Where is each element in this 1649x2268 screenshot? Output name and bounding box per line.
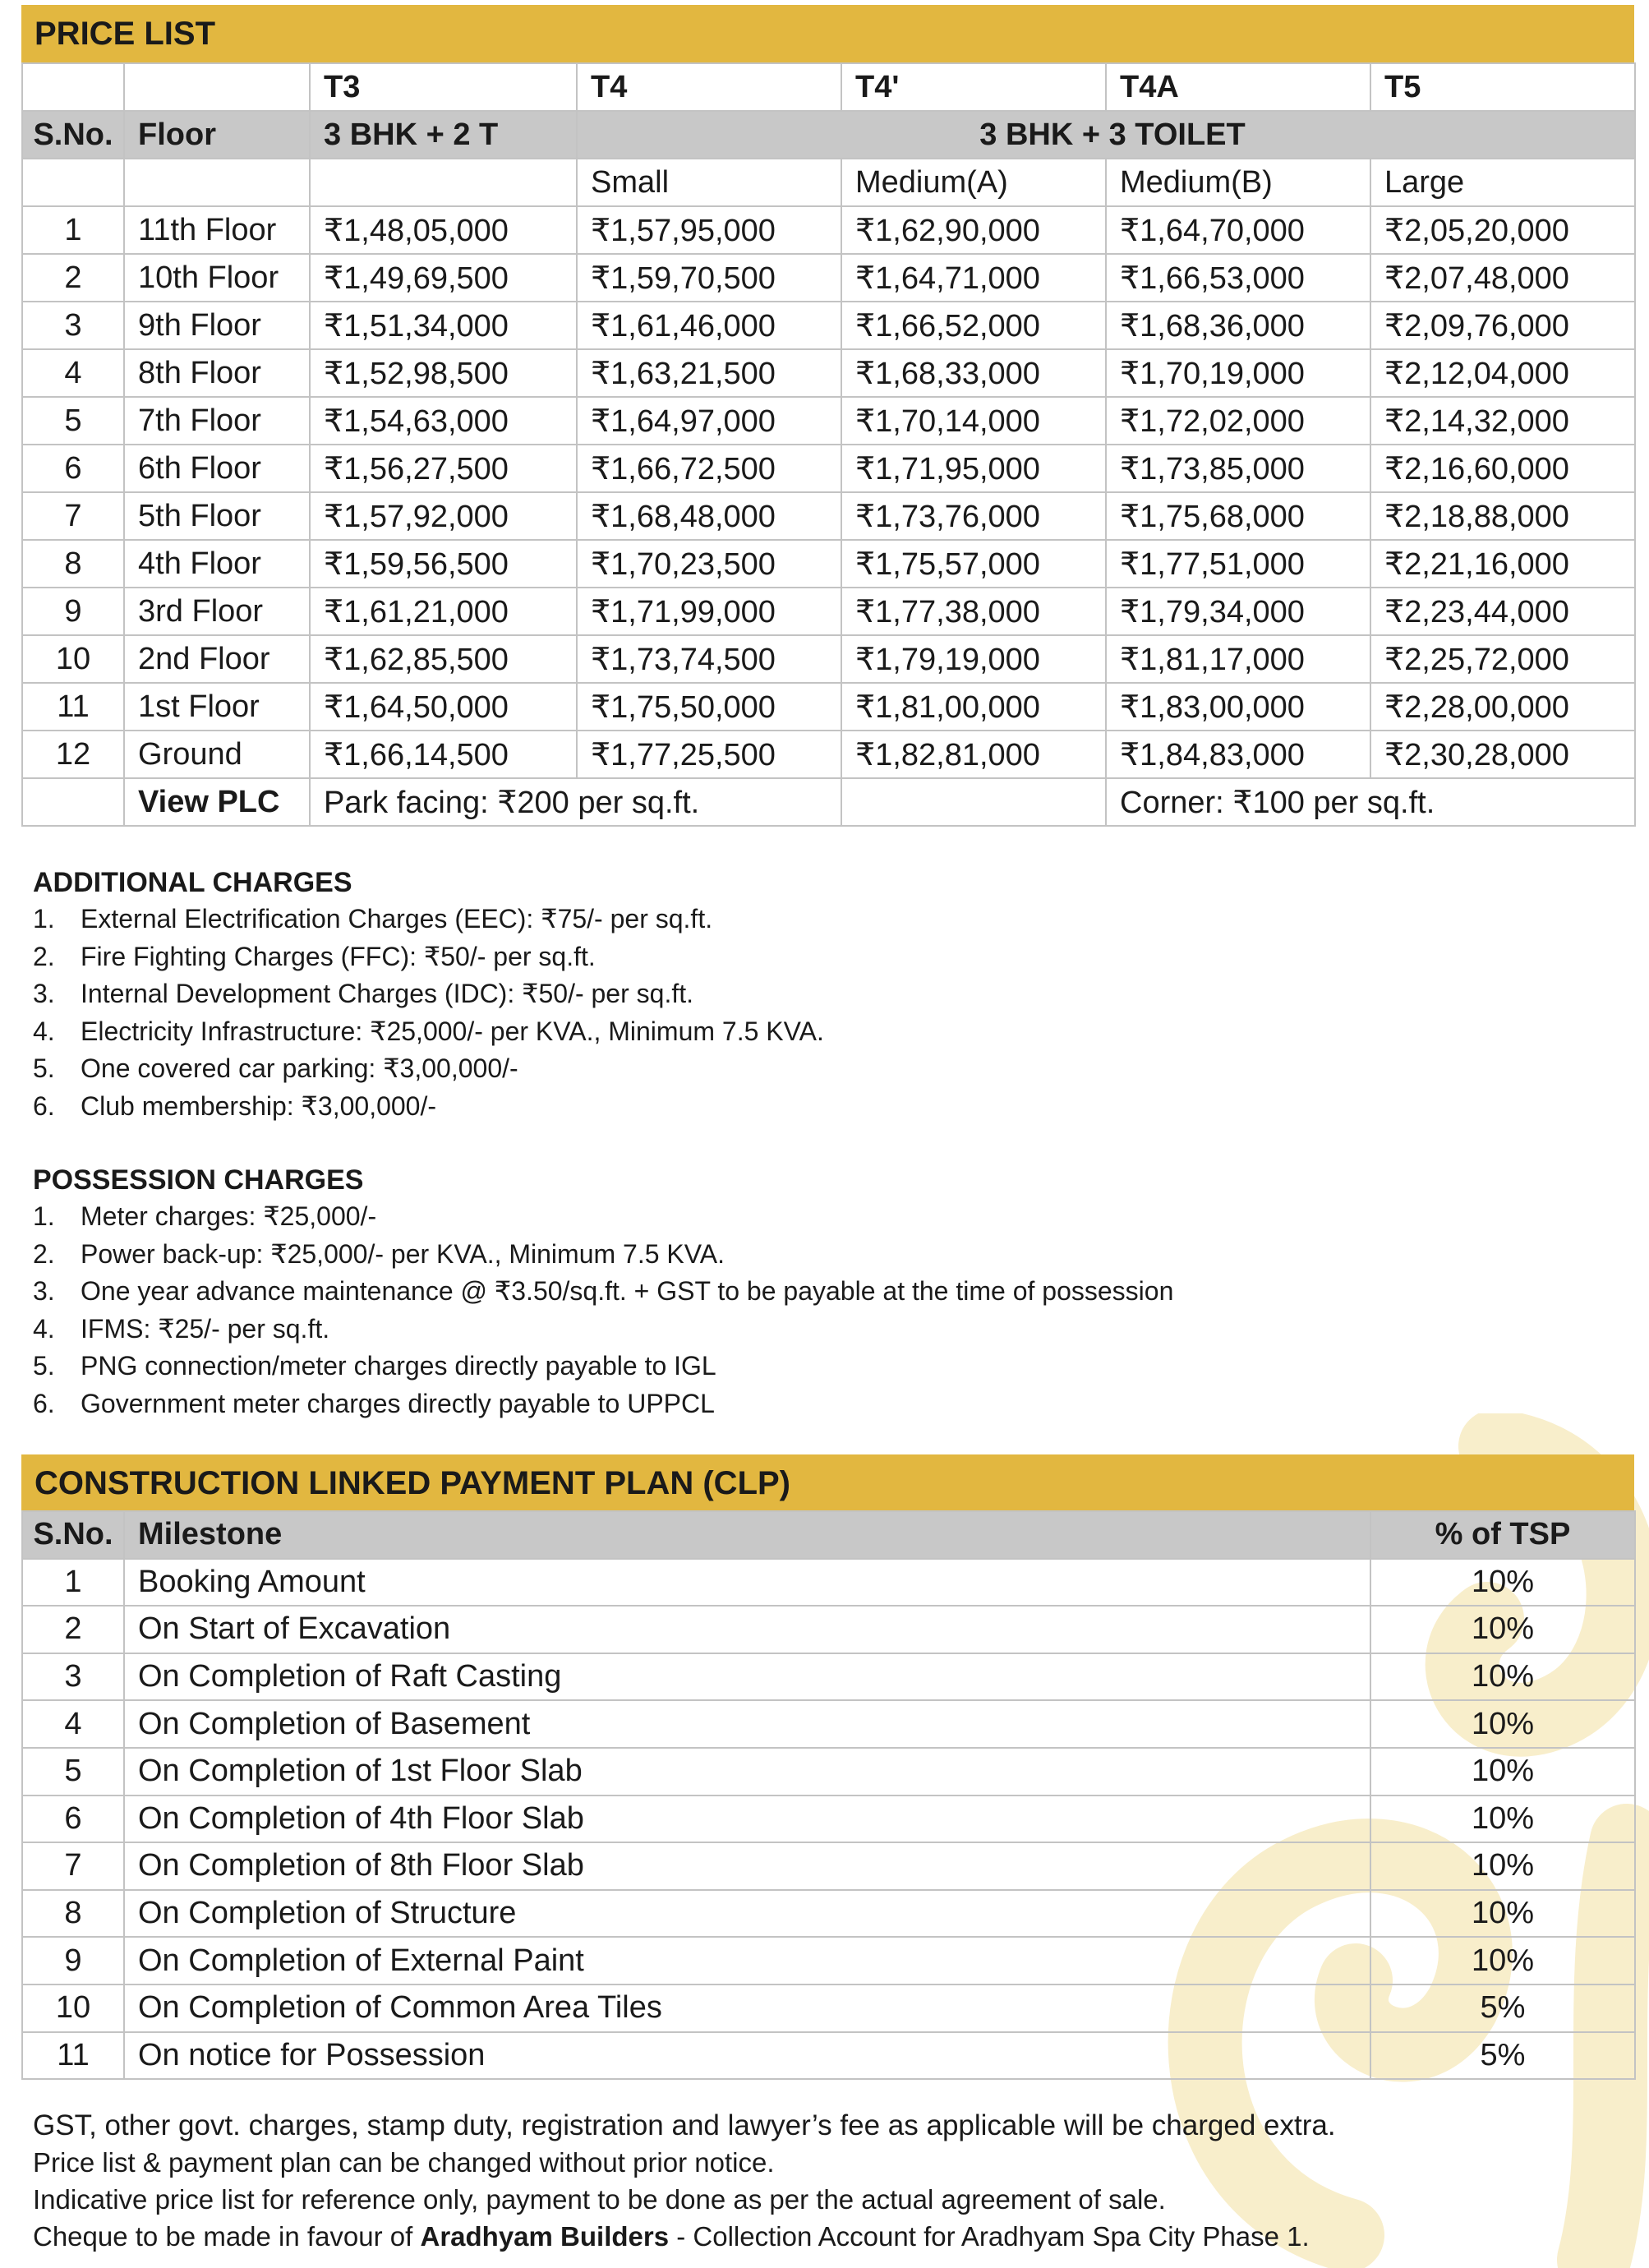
price-cell: ₹2,25,72,000	[1370, 635, 1635, 683]
charge-item-text: PNG connection/meter charges directly payable to IGL	[81, 1351, 716, 1381]
price-cell: ₹1,59,56,500	[310, 540, 577, 588]
charge-item	[33, 1198, 1594, 1236]
possession-charges-title: POSSESSION CHARGES	[33, 1164, 364, 1196]
charge-item-number: 3.	[33, 1276, 55, 1306]
charge-item-number: 4.	[33, 1313, 55, 1344]
row-sno: 9	[22, 588, 124, 635]
price-cell: ₹1,75,68,000	[1106, 492, 1370, 540]
price-cell: ₹2,16,60,000	[1370, 445, 1635, 492]
charge-item-text: Internal Development Charges (IDC): ₹50/- per sq.ft.	[81, 979, 693, 1008]
type-code: T4A	[1106, 63, 1370, 111]
clp-sno: 6	[22, 1796, 124, 1843]
t3-config-header: 3 BHK + 2 T	[310, 111, 577, 159]
price-row	[22, 206, 1635, 254]
price-cell: ₹1,52,98,500	[310, 349, 577, 397]
clp-row	[22, 1796, 1635, 1843]
row-floor: 10th Floor	[124, 254, 310, 302]
charge-item	[33, 1311, 1594, 1348]
price-row	[22, 445, 1635, 492]
row-sno: 4	[22, 349, 124, 397]
clp-milestone: On Completion of Raft Casting	[124, 1653, 1370, 1701]
clp-milestone: Booking Amount	[124, 1559, 1370, 1606]
clp-pct-header: % of TSP	[1370, 1511, 1635, 1559]
row-sno: 12	[22, 731, 124, 778]
clp-milestone: On Start of Excavation	[124, 1606, 1370, 1653]
note-cheque	[33, 2218, 1594, 2255]
row-sno: 3	[22, 302, 124, 349]
note-cheque-prefix: Cheque to be made in favour of	[33, 2221, 421, 2252]
row-floor: 11th Floor	[124, 206, 310, 254]
charge-item-text: Government meter charges directly payable to UPPCL	[81, 1388, 715, 1418]
price-cell: ₹1,70,14,000	[841, 397, 1106, 445]
price-cell: ₹1,79,34,000	[1106, 588, 1370, 635]
charge-item-text: External Electrification Charges (EEC): ₹75/- per sq.ft.	[81, 904, 713, 933]
clp-row	[22, 1700, 1635, 1748]
clp-milestone: On notice for Possession	[124, 2032, 1370, 2080]
row-sno: 6	[22, 445, 124, 492]
clp-sno-header: S.No.	[22, 1511, 124, 1559]
price-cell: ₹1,64,97,000	[577, 397, 841, 445]
price-cell: ₹1,73,74,500	[577, 635, 841, 683]
clp-sno: 2	[22, 1606, 124, 1653]
possession-charges-list	[33, 1198, 1594, 1422]
price-cell: ₹2,23,44,000	[1370, 588, 1635, 635]
clp-milestone: On Completion of Basement	[124, 1700, 1370, 1748]
possession-charges-section	[33, 1162, 1594, 1422]
blank-cell	[841, 778, 1106, 826]
price-row	[22, 349, 1635, 397]
price-cell: ₹1,57,95,000	[577, 206, 841, 254]
blank-cell	[22, 159, 124, 206]
charge-item-number: 5.	[33, 1351, 55, 1381]
clp-milestone: On Completion of External Paint	[124, 1937, 1370, 1984]
clp-milestone: On Completion of 4th Floor Slab	[124, 1796, 1370, 1843]
charge-item-text: Power back-up: ₹25,000/- per KVA., Minimum 7.5 KVA.	[81, 1238, 725, 1269]
price-cell: ₹1,81,00,000	[841, 683, 1106, 731]
price-cell: ₹1,49,69,500	[310, 254, 577, 302]
price-cell: ₹1,68,36,000	[1106, 302, 1370, 349]
price-cell: ₹1,66,14,500	[310, 731, 577, 778]
type-code: T3	[310, 63, 577, 111]
clp-milestone: On Completion of Structure	[124, 1890, 1370, 1938]
clp-percentage: 10%	[1370, 1559, 1635, 1606]
row-sno: 5	[22, 397, 124, 445]
price-row	[22, 492, 1635, 540]
size-label: Medium(B)	[1106, 159, 1370, 206]
clp-row	[22, 1653, 1635, 1701]
price-row	[22, 683, 1635, 731]
row-sno: 8	[22, 540, 124, 588]
clp-sno: 1	[22, 1559, 124, 1606]
row-sno: 2	[22, 254, 124, 302]
row-floor: 3rd Floor	[124, 588, 310, 635]
type-code: T4	[577, 63, 841, 111]
charge-item-text: One year advance maintenance @ ₹3.50/sq.ft. + GST to be payable at the time of possession	[81, 1276, 1174, 1306]
price-cell: ₹1,62,90,000	[841, 206, 1106, 254]
price-cell: ₹1,61,21,000	[310, 588, 577, 635]
size-label: Medium(A)	[841, 159, 1106, 206]
price-cell: ₹2,30,28,000	[1370, 731, 1635, 778]
size-label: Small	[577, 159, 841, 206]
price-cell: ₹1,62,85,500	[310, 635, 577, 683]
row-floor: 2nd Floor	[124, 635, 310, 683]
clp-percentage: 5%	[1370, 1984, 1635, 2032]
clp-percentage: 10%	[1370, 1796, 1635, 1843]
price-list-title: PRICE LIST	[21, 5, 1634, 62]
charge-item-number: 2.	[33, 941, 55, 971]
row-sno: 11	[22, 683, 124, 731]
clp-row	[22, 2032, 1635, 2080]
clp-percentage: 10%	[1370, 1842, 1635, 1890]
price-cell: ₹1,70,19,000	[1106, 349, 1370, 397]
type-code-row	[22, 63, 1635, 111]
price-cell: ₹2,28,00,000	[1370, 683, 1635, 731]
price-cell: ₹1,84,83,000	[1106, 731, 1370, 778]
row-floor: 4th Floor	[124, 540, 310, 588]
blank-cell	[124, 63, 310, 111]
clp-percentage: 10%	[1370, 1653, 1635, 1701]
price-cell: ₹2,05,20,000	[1370, 206, 1635, 254]
charge-item-number: 4.	[33, 1016, 55, 1046]
three-toilet-config-header: 3 BHK + 3 TOILET	[577, 111, 1635, 159]
price-cell: ₹1,64,50,000	[310, 683, 577, 731]
price-cell: ₹1,66,53,000	[1106, 254, 1370, 302]
price-cell: ₹1,73,85,000	[1106, 445, 1370, 492]
price-cell: ₹1,75,57,000	[841, 540, 1106, 588]
row-floor: Ground	[124, 731, 310, 778]
price-cell: ₹1,71,95,000	[841, 445, 1106, 492]
type-code: T5	[1370, 63, 1635, 111]
clp-row	[22, 1984, 1635, 2032]
blank-cell	[310, 159, 577, 206]
price-row	[22, 397, 1635, 445]
clp-sno: 11	[22, 2032, 124, 2080]
charge-item	[33, 1088, 1594, 1126]
clp-milestone-header: Milestone	[124, 1511, 1370, 1559]
price-cell: ₹1,64,71,000	[841, 254, 1106, 302]
charge-item-text: Meter charges: ₹25,000/-	[81, 1201, 377, 1231]
sno-header: S.No.	[22, 111, 124, 159]
charge-item	[33, 1348, 1594, 1385]
price-cell: ₹1,75,50,000	[577, 683, 841, 731]
additional-charges-list	[33, 901, 1594, 1125]
charge-item	[33, 1385, 1594, 1423]
price-cell: ₹1,73,76,000	[841, 492, 1106, 540]
price-cell: ₹1,71,99,000	[577, 588, 841, 635]
price-cell: ₹1,77,25,500	[577, 731, 841, 778]
blank-cell	[22, 778, 124, 826]
note-change: Price list & payment plan can be changed without prior notice.	[33, 2147, 775, 2178]
price-cell: ₹2,21,16,000	[1370, 540, 1635, 588]
row-sno: 10	[22, 635, 124, 683]
clp-sno: 8	[22, 1890, 124, 1938]
charge-item-text: Fire Fighting Charges (FFC): ₹50/- per sq.ft.	[81, 941, 596, 971]
plc-label: View PLC	[124, 778, 310, 826]
clp-percentage: 10%	[1370, 1890, 1635, 1938]
price-row	[22, 254, 1635, 302]
charge-item	[33, 901, 1594, 938]
additional-charges-title: ADDITIONAL CHARGES	[33, 867, 352, 898]
row-sno: 7	[22, 492, 124, 540]
plc-corner: Corner: ₹100 per sq.ft.	[1106, 778, 1635, 826]
price-row	[22, 588, 1635, 635]
price-row	[22, 635, 1635, 683]
charge-item	[33, 938, 1594, 976]
charge-item-text: IFMS: ₹25/- per sq.ft.	[81, 1313, 330, 1344]
clp-sno: 3	[22, 1653, 124, 1701]
price-cell: ₹1,77,51,000	[1106, 540, 1370, 588]
price-cell: ₹1,63,21,500	[577, 349, 841, 397]
price-cell: ₹2,14,32,000	[1370, 397, 1635, 445]
payee-name: Aradhyam Builders	[420, 2221, 670, 2252]
blank-cell	[22, 63, 124, 111]
clp-row	[22, 1890, 1635, 1938]
price-cell: ₹1,68,48,000	[577, 492, 841, 540]
price-cell: ₹1,59,70,500	[577, 254, 841, 302]
clp-row	[22, 1748, 1635, 1796]
price-cell: ₹1,56,27,500	[310, 445, 577, 492]
clp-sno: 5	[22, 1748, 124, 1796]
charge-item	[33, 1273, 1594, 1311]
price-cell: ₹1,82,81,000	[841, 731, 1106, 778]
row-floor: 7th Floor	[124, 397, 310, 445]
price-cell: ₹1,81,17,000	[1106, 635, 1370, 683]
clp-row	[22, 1842, 1635, 1890]
plc-park-facing: Park facing: ₹200 per sq.ft.	[310, 778, 841, 826]
price-cell: ₹1,77,38,000	[841, 588, 1106, 635]
price-cell: ₹1,66,52,000	[841, 302, 1106, 349]
price-cell: ₹1,57,92,000	[310, 492, 577, 540]
size-row	[22, 159, 1635, 206]
charge-item-number: 1.	[33, 904, 55, 933]
price-cell: ₹2,09,76,000	[1370, 302, 1635, 349]
size-label: Large	[1370, 159, 1635, 206]
row-sno: 1	[22, 206, 124, 254]
clp-sno: 10	[22, 1984, 124, 2032]
price-row	[22, 302, 1635, 349]
charge-item-text: Club membership: ₹3,00,000/-	[81, 1090, 437, 1121]
row-floor: 8th Floor	[124, 349, 310, 397]
price-cell: ₹1,51,34,000	[310, 302, 577, 349]
price-row	[22, 731, 1635, 778]
price-cell: ₹1,83,00,000	[1106, 683, 1370, 731]
note-indicative: Indicative price list for reference only, payment to be done as per the actual agreement of sale.	[33, 2184, 1166, 2215]
note-cheque-suffix: - Collection Account for Aradhyam Spa City Phase 1.	[669, 2221, 1310, 2252]
row-floor: 1st Floor	[124, 683, 310, 731]
price-cell: ₹2,18,88,000	[1370, 492, 1635, 540]
price-cell: ₹1,66,72,500	[577, 445, 841, 492]
charge-item-number: 1.	[33, 1201, 55, 1231]
price-cell: ₹1,68,33,000	[841, 349, 1106, 397]
clp-milestone: On Completion of Common Area Tiles	[124, 1984, 1370, 2032]
price-cell: ₹2,12,04,000	[1370, 349, 1635, 397]
price-cell: ₹1,70,23,500	[577, 540, 841, 588]
clp-sno: 9	[22, 1937, 124, 1984]
charge-item-number: 2.	[33, 1238, 55, 1269]
additional-charges-section	[33, 864, 1594, 1125]
clp-header-row	[22, 1511, 1635, 1559]
floor-header: Floor	[124, 111, 310, 159]
row-floor: 6th Floor	[124, 445, 310, 492]
clp-sno: 7	[22, 1842, 124, 1890]
footer-notes	[33, 2107, 1594, 2255]
clp-milestone: On Completion of 8th Floor Slab	[124, 1842, 1370, 1890]
charge-item-number: 3.	[33, 979, 55, 1008]
price-cell: ₹1,64,70,000	[1106, 206, 1370, 254]
charge-item	[33, 1050, 1594, 1088]
charge-item-text: One covered car parking: ₹3,00,000/-	[81, 1053, 518, 1083]
charge-item-number: 5.	[33, 1053, 55, 1083]
price-cell: ₹2,07,48,000	[1370, 254, 1635, 302]
price-cell: ₹1,72,02,000	[1106, 397, 1370, 445]
note-gst: GST, other govt. charges, stamp duty, registration and lawyer’s fee as applicable will be charged extra.	[33, 2109, 1336, 2141]
clp-percentage: 10%	[1370, 1606, 1635, 1653]
price-row	[22, 540, 1635, 588]
price-cell: ₹1,79,19,000	[841, 635, 1106, 683]
charge-item-number: 6.	[33, 1090, 55, 1121]
blank-cell	[124, 159, 310, 206]
price-cell: ₹1,48,05,000	[310, 206, 577, 254]
row-floor: 5th Floor	[124, 492, 310, 540]
clp-percentage: 10%	[1370, 1700, 1635, 1748]
charge-item	[33, 1236, 1594, 1274]
clp-sno: 4	[22, 1700, 124, 1748]
plc-row	[22, 778, 1635, 826]
charge-item	[33, 1013, 1594, 1051]
clp-percentage: 10%	[1370, 1937, 1635, 1984]
clp-row	[22, 1606, 1635, 1653]
charge-item-text: Electricity Infrastructure: ₹25,000/- per KVA., Minimum 7.5 KVA.	[81, 1016, 824, 1046]
clp-table	[21, 1510, 1636, 2080]
clp-percentage: 10%	[1370, 1748, 1635, 1796]
price-cell: ₹1,54,63,000	[310, 397, 577, 445]
clp-row	[22, 1937, 1635, 1984]
clp-milestone: On Completion of 1st Floor Slab	[124, 1748, 1370, 1796]
config-header-row	[22, 111, 1635, 159]
clp-title: CONSTRUCTION LINKED PAYMENT PLAN (CLP)	[21, 1454, 1634, 1512]
row-floor: 9th Floor	[124, 302, 310, 349]
charge-item-number: 6.	[33, 1388, 55, 1418]
charge-item	[33, 975, 1594, 1013]
clp-percentage: 5%	[1370, 2032, 1635, 2080]
price-cell: ₹1,61,46,000	[577, 302, 841, 349]
price-table	[21, 62, 1636, 827]
type-code: T4'	[841, 63, 1106, 111]
clp-row	[22, 1559, 1635, 1606]
